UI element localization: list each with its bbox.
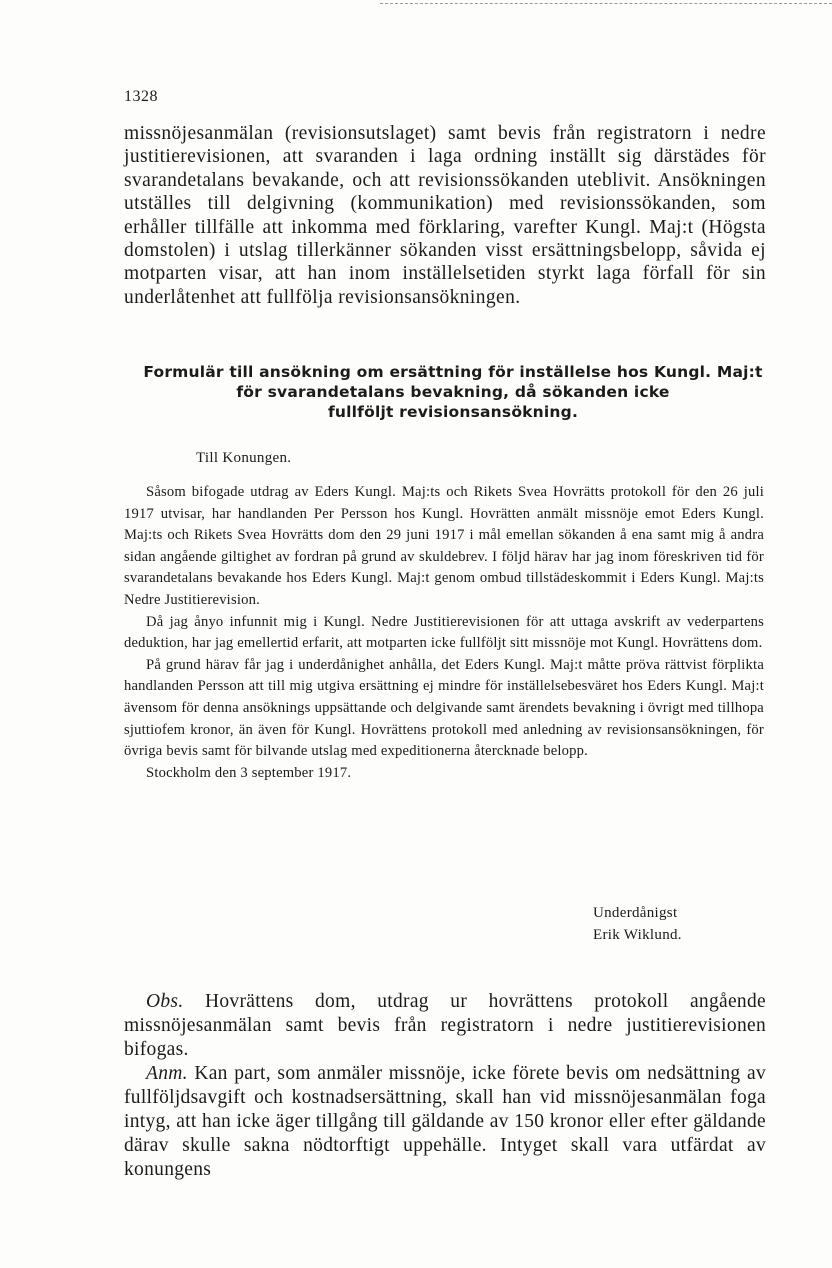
obs-label: Obs. <box>146 991 184 1012</box>
letter-body <box>124 482 764 784</box>
obs-note <box>124 990 766 1062</box>
signature-block <box>593 902 682 946</box>
form-title-line: fullföljt revisionsansökning. <box>327 403 579 421</box>
letter-paragraph: På grund härav får jag i underdånighet anhålla, det Eders Kungl. Maj:t måtte pröva rättvist förplikta handlanden Persson att till mig utgiva ersättning ej mindre för inställelsebesväret hos Eders Kungl. Maj:t ävensom för denna ansöknings uppsättande och delgivande samt ärendets bevakning i övrigt med tillhopa sjuttiofem kronor, än även för Kungl. Hovrättens protokoll med anledning av revisionsansökningen, för övriga bevis samt för bilvande utslag med expeditionerna återcknade belopp. <box>124 656 764 760</box>
page-number: 1328 <box>124 88 158 105</box>
letter-salutation: Till Konungen. <box>196 450 292 466</box>
letter-paragraph: Då jag ånyo infunnit mig i Kungl. Nedre Justitierevisionen för att uttaga avskrift av vederpartens deduktion, har jag emellertid erfarit, att motparten icke fullföljt sitt missnöje mot Kungl. Hovrättens dom. <box>124 613 764 652</box>
anm-text: Kan part, som anmäler missnöje, icke förete bevis om nedsättning av fullföljdsavgift och kostnadsersättning, skall han vid missnöjesanmälan foga intyg, att han icke äger tillgång till gäldande av 150 kronor eller efter gäldande därav skulle sakna nödtorftigt uppehälle. Intyget skall vara utfärdat av konungens <box>124 1063 766 1180</box>
top-edge-rule <box>380 3 832 4</box>
signature-closing: Underdånigst <box>593 905 678 921</box>
form-title-line: för svarandetalans bevakning, då sökanden icke <box>236 383 670 401</box>
obs-text: Hovrättens dom, utdrag ur hovrättens protokoll angående missnöjesanmälan samt bevis från registratorn i nedre justitierevisionen bifogas. <box>124 991 766 1060</box>
intro-paragraph: missnöjesanmälan (revisionsutslaget) samt bevis från registratorn i nedre justitierevisionen, att svaranden i laga ordning inställt sig därstädes för svarandetalans bevakande, och att revisionssökanden uteblivit. Ansökningen utställes till delgivning (kommunikation) med revisionssökanden, som erhåller tillfälle att inkomma med förklaring, varefter Kungl. Maj:t (Högsta domstolen) i utslag tillerkänner sökanden visst ersättningsbelopp, såvida ej motparten visar, att han inom inställelsetiden styrkt laga förfall för sin underlåtenhet att fullfölja revisionsansökningen. <box>124 123 766 308</box>
intro-text-block <box>124 122 766 309</box>
letter-date-line: Stockholm den 3 september 1917. <box>146 764 352 781</box>
notes-block <box>124 990 766 1182</box>
form-title-line: Formulär till ansökning om ersättning för inställelse hos Kungl. Maj:t <box>143 363 763 381</box>
letter-paragraph: Såsom bifogade utdrag av Eders Kungl. Maj:ts och Rikets Svea Hovrätts protokoll för den 26 juli 1917 utvisar, har handlanden Per Persson hos Kungl. Hovrätten anmält missnöje emot Eders Kungl. Maj:ts och Rikets Svea Hovrätts dom den 29 juni 1917 i mål emellan sökanden å ena samt mig å andra sidan angående giltighet av fordran på grund av skuldebrev. I följd härav har jag inom föreskriven tid för svarandetalans bevakande hos Eders Kungl. Maj:t genom ombud tillstädeskommit i Eders Kungl. Maj:ts Nedre Justitierevision. <box>124 484 764 608</box>
signature-name: Erik Wiklund. <box>593 927 682 943</box>
anm-label: Anm. <box>146 1063 188 1084</box>
form-title <box>118 362 788 422</box>
anm-note <box>124 1062 766 1182</box>
